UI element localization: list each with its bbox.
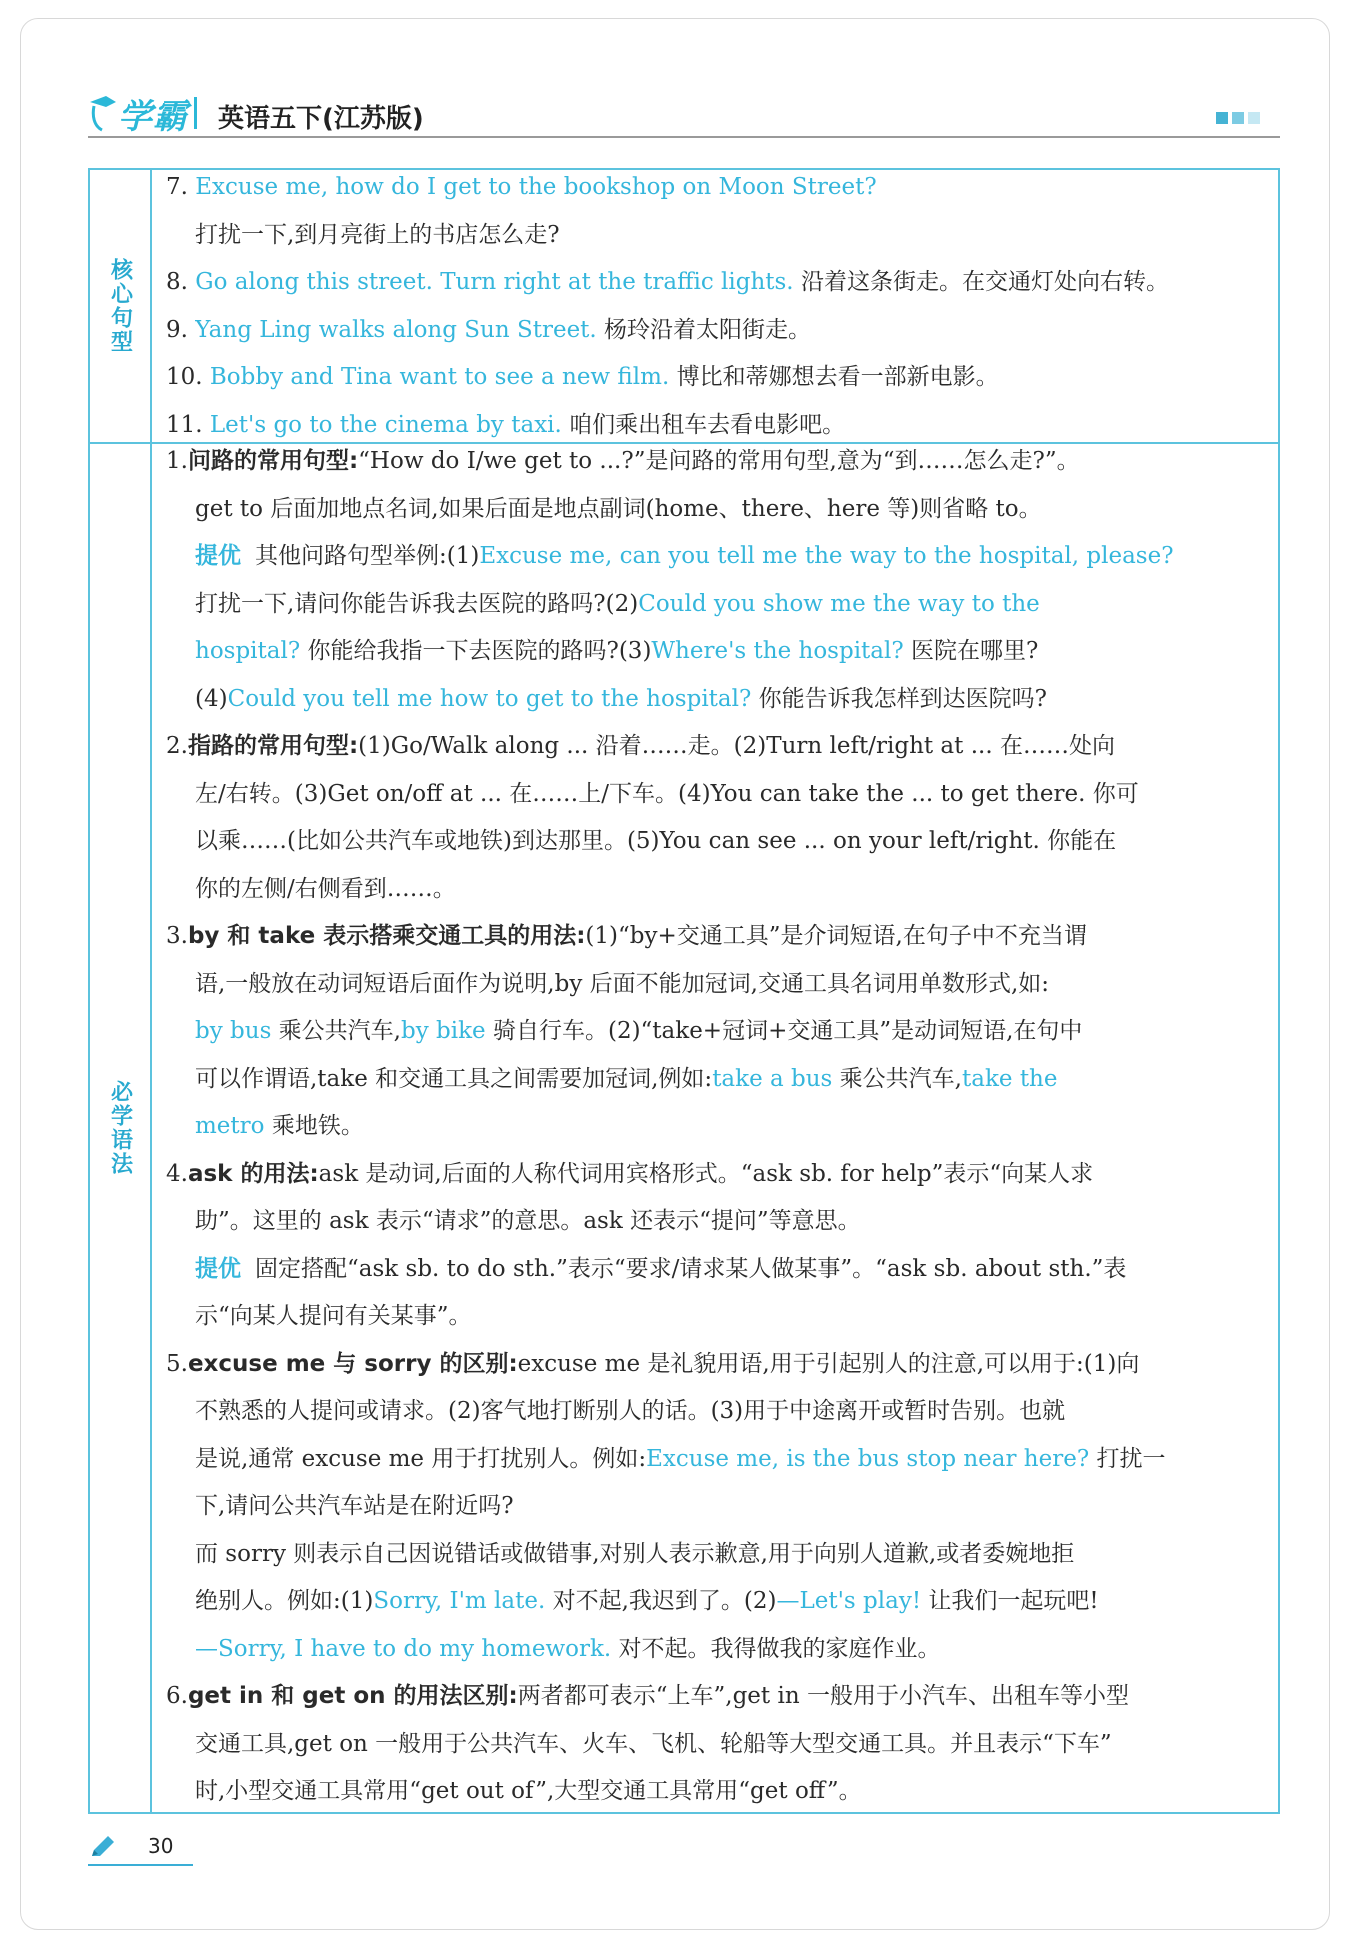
grammar-item-5: 5.excuse me 与 sorry 的区别:excuse me 是礼貌用语,用于引起别人的注意,可以用于:(1)向 不熟悉的人提问或请求。(2)客气地打断别人的话。(3)用于中途离开或暂时告别。也就 是说,通常 excuse me 用于打扰别人。例如:Excuse me, is the bus stop near here? 打扰一 下,请问公共汽车站是在附近吗? 而 sorry 则表示自己因说错话或做错事,对别人表示歉意,用于向别人道歉,或者委婉地拒 绝别人。例如:(1)Sorry, I'm late. 对不起,我迟到了。(2)—Let's play! 让我们一起玩吧! —Sorry, I have to do my homework. 对不起。我得做我的家庭作业。	[166, 1350, 1166, 1662]
header-decoration	[1216, 112, 1260, 124]
grammar-item-title: excuse me 与 sorry 的区别:	[187, 1350, 518, 1377]
page-number: 30	[148, 1834, 174, 1858]
page-header	[88, 78, 1280, 138]
grammar-item-title: 问路的常用句型:	[187, 448, 359, 474]
sentence-item: 8. Go along this street. Turn right at the traffic lights. 沿着这条街走。在交通灯处向右转。	[166, 269, 1169, 295]
grammar-item-title: by 和 take 表示搭乘交通工具的用法:	[187, 923, 586, 949]
section-label: 必学语法	[107, 1080, 133, 1176]
grammar-item-4: 4.ask 的用法:ask 是动词,后面的人称代词用宾格形式。“ask sb. for help”表示“向某人求 助”。这里的 ask 表示“请求”的意思。ask 还表示“提问”等意思。 提优 固定搭配“ask sb. to do sth.”表示“要求/请求某人做某事”。“ask sb. about sth.”表 示“向某人提问有关某事”。	[166, 1160, 1127, 1329]
grammar-item-3: 3.by 和 take 表示搭乘交通工具的用法:(1)“by+交通工具”是介词短语,在句子中不充当谓 语,一般放在动词短语后面作为说明,by 后面不能加冠词,交通工具名词用单数形式,如: by bus 乘公共汽车,by bike 骑自行车。(2)“take+冠词+交通工具”是动词短语,在句中 可以作谓语,take 和交通工具之间需要加冠词,例如:take a bus 乘公共汽车,take the metro 乘地铁。	[166, 923, 1087, 1139]
grammar-item-title: 指路的常用句型:	[187, 733, 359, 759]
page-footer	[88, 1828, 198, 1868]
grammar-item-2: 2.指路的常用句型:(1)Go/Walk along ... 沿着……走。(2)Turn left/right at ... 在……处向 左/右转。(3)Get on/off at ... 在……上/下车。(4)You can take the ... to get there. 你可 以乘……(比如公共汽车或地铁)到达那里。(5)You can see ... on your left/right. 你能在 你的左侧/右侧看到……。	[166, 733, 1139, 902]
grammar-item-title: get in 和 get on 的用法区别:	[187, 1683, 518, 1709]
sentence-item: 9. Yang Ling walks along Sun Street. 杨玲沿着太阳街走。	[166, 316, 812, 343]
grammar-item-title: ask 的用法:	[187, 1160, 319, 1187]
hint-badge: 提优	[195, 543, 241, 569]
grammar-section	[90, 444, 1278, 1812]
logo-text: 学霸	[118, 96, 188, 137]
sentence-item: 10. Bobby and Tina want to see a new film. 博比和蒂娜想去看一部新电影。	[166, 364, 999, 390]
graduation-cap-icon	[88, 94, 118, 132]
logo-divider	[194, 97, 197, 129]
grammar-list	[166, 438, 1268, 1816]
section-label-cell	[90, 170, 152, 442]
pencil-icon	[88, 1834, 116, 1862]
core-sentences-list	[166, 164, 1268, 449]
sentence-item: 7. Excuse me, how do I get to the bookshop on Moon Street?	[166, 174, 877, 200]
grammar-item-6: 6.get in 和 get on 的用法区别:两者都可表示“上车”,get in 一般用于小汽车、出租车等小型 交通工具,get on 一般用于公共汽车、火车、飞机、轮船等大型交通工具。并且表示“下车” 时,小型交通工具常用“get out of”,大型交通工具常用“get off”。	[166, 1683, 1129, 1804]
sentence-item: 打扰一下,到月亮街上的书店怎么走?	[195, 221, 560, 248]
sentence-item: 11. Let's go to the cinema by taxi. 咱们乘出租车去看电影吧。	[166, 411, 846, 438]
content-table	[88, 168, 1280, 1814]
section-label: 核心句型	[107, 258, 133, 354]
core-sentences-section	[90, 170, 1278, 444]
footer-divider	[88, 1864, 193, 1866]
logo	[88, 92, 197, 137]
section-label-cell	[90, 444, 152, 1812]
hint-badge: 提优	[195, 1255, 241, 1282]
book-title: 英语五下(江苏版)	[218, 104, 424, 134]
grammar-item-1: 1.问路的常用句型:“How do I/we get to ...?”是问路的常用句型,意为“到……怎么走?”。 get to 后面加地点名词,如果后面是地点副词(home、there、here 等)则省略 to。 提优 其他问路句型举例:(1)Excuse me, can you tell me the way to the hospital, please? 打扰一下,请问你能告诉我去医院的路吗?(2)Could you show me the way to the hospital? 你能给我指一下去医院的路吗?(3)Where's the hospital? 医院在哪里? (4)Could you tell me how to get to the hospital? 你能告诉我怎样到达医院吗?	[166, 448, 1174, 712]
header-divider	[88, 136, 1280, 138]
